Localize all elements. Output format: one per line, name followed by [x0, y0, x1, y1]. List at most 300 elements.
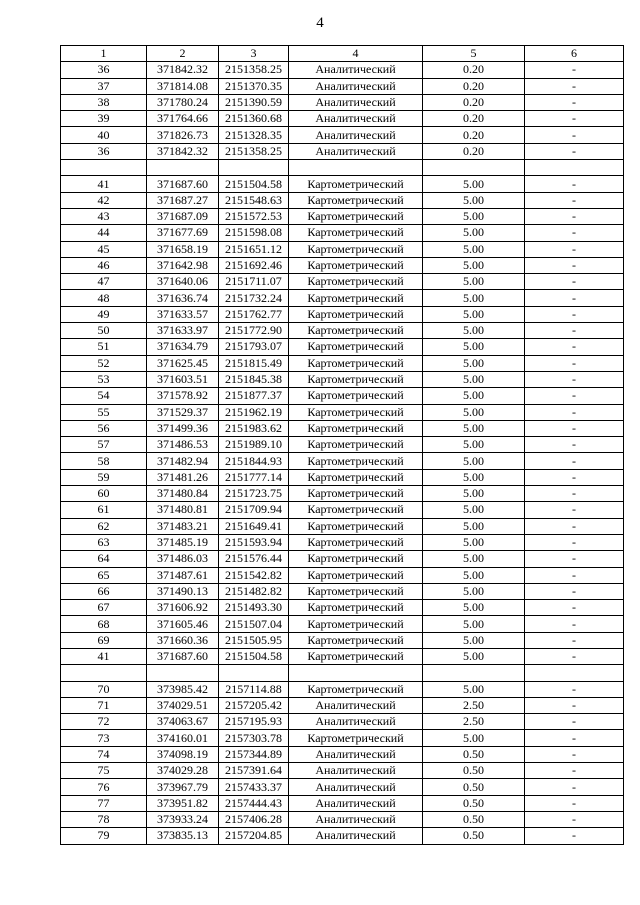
table-row [61, 437, 624, 453]
description-cell: - [525, 371, 624, 387]
x-coordinate-cell: 371687.60 [147, 176, 219, 192]
point-number-cell: 58 [61, 453, 147, 469]
point-number-cell: 77 [61, 795, 147, 811]
header-row [61, 46, 624, 62]
y-coordinate-cell: 2151962.19 [219, 404, 289, 420]
method-cell: Картометрический [289, 404, 423, 420]
x-coordinate-cell: 374098.19 [147, 746, 219, 762]
table-row [61, 127, 624, 143]
y-coordinate-cell [219, 665, 289, 681]
accuracy-cell: 5.00 [423, 323, 525, 339]
accuracy-cell: 5.00 [423, 225, 525, 241]
method-cell: Аналитический [289, 828, 423, 844]
table-row [61, 469, 624, 485]
point-number-cell: 49 [61, 306, 147, 322]
method-cell: Картометрический [289, 274, 423, 290]
accuracy-cell: 5.00 [423, 274, 525, 290]
point-number-cell: 68 [61, 616, 147, 632]
point-number-cell: 70 [61, 681, 147, 697]
method-cell: Картометрический [289, 208, 423, 224]
accuracy-cell: 0.20 [423, 78, 525, 94]
point-number-cell: 71 [61, 697, 147, 713]
accuracy-cell: 5.00 [423, 192, 525, 208]
x-coordinate-cell: 371642.98 [147, 257, 219, 273]
point-number-cell: 66 [61, 583, 147, 599]
table-row [61, 306, 624, 322]
x-coordinate-cell: 371677.69 [147, 225, 219, 241]
point-number-cell: 47 [61, 274, 147, 290]
method-cell: Аналитический [289, 763, 423, 779]
page-number: 4 [316, 15, 324, 31]
method-cell: Картометрический [289, 225, 423, 241]
method-cell: Картометрический [289, 502, 423, 518]
accuracy-cell: 5.00 [423, 388, 525, 404]
accuracy-cell: 0.20 [423, 62, 525, 78]
accuracy-cell: 5.00 [423, 486, 525, 502]
table-row [61, 290, 624, 306]
point-number-cell: 67 [61, 600, 147, 616]
x-coordinate-cell: 371625.45 [147, 355, 219, 371]
description-cell: - [525, 306, 624, 322]
x-coordinate-cell: 371842.32 [147, 62, 219, 78]
point-number-cell: 42 [61, 192, 147, 208]
x-coordinate-cell: 371483.21 [147, 518, 219, 534]
description-cell: - [525, 828, 624, 844]
y-coordinate-cell: 2151390.59 [219, 94, 289, 110]
accuracy-cell: 5.00 [423, 730, 525, 746]
x-coordinate-cell: 373933.24 [147, 811, 219, 827]
accuracy-cell: 0.50 [423, 828, 525, 844]
table-row [61, 241, 624, 257]
accuracy-cell: 5.00 [423, 616, 525, 632]
accuracy-cell: 0.50 [423, 763, 525, 779]
accuracy-cell: 5.00 [423, 518, 525, 534]
table-row [61, 795, 624, 811]
accuracy-cell: 0.50 [423, 779, 525, 795]
description-cell: - [525, 697, 624, 713]
method-cell [289, 160, 423, 176]
x-coordinate-cell: 371687.09 [147, 208, 219, 224]
point-number-cell: 43 [61, 208, 147, 224]
point-number-cell: 41 [61, 176, 147, 192]
x-coordinate-cell: 374029.51 [147, 697, 219, 713]
table-row [61, 420, 624, 436]
method-cell: Картометрический [289, 371, 423, 387]
y-coordinate-cell: 2151505.95 [219, 632, 289, 648]
description-cell: - [525, 339, 624, 355]
point-number-cell: 38 [61, 94, 147, 110]
description-cell: - [525, 795, 624, 811]
x-coordinate-cell: 374160.01 [147, 730, 219, 746]
method-cell: Аналитический [289, 746, 423, 762]
method-cell: Картометрический [289, 600, 423, 616]
accuracy-cell: 5.00 [423, 355, 525, 371]
accuracy-cell: 5.00 [423, 339, 525, 355]
method-cell: Картометрический [289, 323, 423, 339]
method-cell: Картометрический [289, 730, 423, 746]
description-cell: - [525, 632, 624, 648]
x-coordinate-cell: 373985.42 [147, 681, 219, 697]
accuracy-cell: 5.00 [423, 600, 525, 616]
y-coordinate-cell: 2151576.44 [219, 551, 289, 567]
x-coordinate-cell: 371842.32 [147, 143, 219, 159]
x-coordinate-cell: 371486.03 [147, 551, 219, 567]
accuracy-cell: 2.50 [423, 714, 525, 730]
method-cell: Аналитический [289, 811, 423, 827]
table-row [61, 518, 624, 534]
description-cell: - [525, 94, 624, 110]
description-cell: - [525, 648, 624, 664]
method-cell: Аналитический [289, 94, 423, 110]
x-coordinate-cell: 371499.36 [147, 420, 219, 436]
accuracy-cell [423, 160, 525, 176]
method-cell: Картометрический [289, 648, 423, 664]
table-row [61, 551, 624, 567]
table-row [61, 355, 624, 371]
table-row [61, 111, 624, 127]
description-cell: - [525, 176, 624, 192]
accuracy-cell: 5.00 [423, 534, 525, 550]
description-cell: - [525, 274, 624, 290]
table-row [61, 779, 624, 795]
description-cell: - [525, 208, 624, 224]
accuracy-cell: 5.00 [423, 632, 525, 648]
method-cell: Картометрический [289, 616, 423, 632]
point-number-cell: 48 [61, 290, 147, 306]
x-coordinate-cell: 371633.57 [147, 306, 219, 322]
x-coordinate-cell: 371764.66 [147, 111, 219, 127]
method-cell: Аналитический [289, 714, 423, 730]
y-coordinate-cell: 2151772.90 [219, 323, 289, 339]
y-coordinate-cell: 2151777.14 [219, 469, 289, 485]
point-number-cell: 62 [61, 518, 147, 534]
column-header-4: 4 [289, 46, 423, 62]
y-coordinate-cell: 2157344.89 [219, 746, 289, 762]
y-coordinate-cell: 2151709.94 [219, 502, 289, 518]
method-cell: Картометрический [289, 534, 423, 550]
column-header-1: 1 [61, 46, 147, 62]
x-coordinate-cell: 371482.94 [147, 453, 219, 469]
y-coordinate-cell: 2151504.58 [219, 176, 289, 192]
description-cell: - [525, 257, 624, 273]
table-row [61, 225, 624, 241]
x-coordinate-cell: 371490.13 [147, 583, 219, 599]
y-coordinate-cell: 2151360.68 [219, 111, 289, 127]
point-number-cell: 63 [61, 534, 147, 550]
description-cell: - [525, 388, 624, 404]
method-cell: Картометрический [289, 486, 423, 502]
description-cell: - [525, 746, 624, 762]
point-number-cell: 54 [61, 388, 147, 404]
method-cell: Картометрический [289, 518, 423, 534]
table-row [61, 94, 624, 110]
x-coordinate-cell: 371814.08 [147, 78, 219, 94]
description-cell [525, 160, 624, 176]
accuracy-cell: 5.00 [423, 681, 525, 697]
y-coordinate-cell: 2151723.75 [219, 486, 289, 502]
accuracy-cell [423, 665, 525, 681]
table-row [61, 583, 624, 599]
y-coordinate-cell: 2151692.46 [219, 257, 289, 273]
point-number-cell: 41 [61, 648, 147, 664]
x-coordinate-cell: 371780.24 [147, 94, 219, 110]
y-coordinate-cell: 2157114.88 [219, 681, 289, 697]
table-row [61, 388, 624, 404]
x-coordinate-cell: 371487.61 [147, 567, 219, 583]
description-cell: - [525, 583, 624, 599]
y-coordinate-cell: 2151732.24 [219, 290, 289, 306]
method-cell: Аналитический [289, 111, 423, 127]
table-row [61, 648, 624, 664]
x-coordinate-cell: 371634.79 [147, 339, 219, 355]
accuracy-cell: 5.00 [423, 502, 525, 518]
table-row [61, 143, 624, 159]
point-number-cell: 75 [61, 763, 147, 779]
table-row [61, 404, 624, 420]
accuracy-cell: 0.20 [423, 94, 525, 110]
accuracy-cell: 5.00 [423, 176, 525, 192]
point-number-cell: 53 [61, 371, 147, 387]
y-coordinate-cell: 2151983.62 [219, 420, 289, 436]
method-cell: Картометрический [289, 355, 423, 371]
method-cell: Аналитический [289, 697, 423, 713]
table-row [61, 486, 624, 502]
table-row [61, 192, 624, 208]
description-cell: - [525, 763, 624, 779]
table-row [61, 339, 624, 355]
method-cell: Картометрический [289, 290, 423, 306]
description-cell: - [525, 323, 624, 339]
point-number-cell [61, 160, 147, 176]
accuracy-cell: 5.00 [423, 371, 525, 387]
method-cell: Аналитический [289, 795, 423, 811]
spacer-row [61, 160, 624, 176]
point-number-cell: 39 [61, 111, 147, 127]
description-cell: - [525, 290, 624, 306]
description-cell: - [525, 420, 624, 436]
accuracy-cell: 5.00 [423, 551, 525, 567]
point-number-cell: 79 [61, 828, 147, 844]
point-number-cell: 45 [61, 241, 147, 257]
y-coordinate-cell: 2157195.93 [219, 714, 289, 730]
table-row [61, 616, 624, 632]
table-row [61, 176, 624, 192]
accuracy-cell: 5.00 [423, 469, 525, 485]
description-cell: - [525, 355, 624, 371]
x-coordinate-cell: 371633.97 [147, 323, 219, 339]
y-coordinate-cell: 2151507.04 [219, 616, 289, 632]
x-coordinate-cell: 371578.92 [147, 388, 219, 404]
description-cell: - [525, 502, 624, 518]
x-coordinate-cell [147, 160, 219, 176]
spacer-row [61, 665, 624, 681]
point-number-cell: 40 [61, 127, 147, 143]
description-cell: - [525, 404, 624, 420]
y-coordinate-cell: 2151548.63 [219, 192, 289, 208]
y-coordinate-cell: 2151572.53 [219, 208, 289, 224]
method-cell: Картометрический [289, 583, 423, 599]
table-row [61, 208, 624, 224]
method-cell: Картометрический [289, 551, 423, 567]
x-coordinate-cell: 371529.37 [147, 404, 219, 420]
x-coordinate-cell: 373951.82 [147, 795, 219, 811]
method-cell: Аналитический [289, 62, 423, 78]
point-number-cell: 73 [61, 730, 147, 746]
method-cell: Картометрический [289, 681, 423, 697]
table-body [61, 46, 624, 845]
column-header-6: 6 [525, 46, 624, 62]
description-cell: - [525, 241, 624, 257]
method-cell: Картометрический [289, 388, 423, 404]
x-coordinate-cell: 374029.28 [147, 763, 219, 779]
x-coordinate-cell: 373835.13 [147, 828, 219, 844]
y-coordinate-cell: 2151793.07 [219, 339, 289, 355]
description-cell: - [525, 567, 624, 583]
table-row [61, 78, 624, 94]
description-cell: - [525, 437, 624, 453]
method-cell: Картометрический [289, 241, 423, 257]
table-row [61, 714, 624, 730]
point-number-cell: 64 [61, 551, 147, 567]
description-cell: - [525, 779, 624, 795]
point-number-cell: 69 [61, 632, 147, 648]
description-cell: - [525, 143, 624, 159]
method-cell: Картометрический [289, 306, 423, 322]
x-coordinate-cell: 371658.19 [147, 241, 219, 257]
y-coordinate-cell: 2151482.82 [219, 583, 289, 599]
description-cell: - [525, 192, 624, 208]
x-coordinate-cell: 374063.67 [147, 714, 219, 730]
accuracy-cell: 5.00 [423, 583, 525, 599]
method-cell: Аналитический [289, 127, 423, 143]
point-number-cell: 78 [61, 811, 147, 827]
x-coordinate-cell: 371687.60 [147, 648, 219, 664]
point-number-cell: 55 [61, 404, 147, 420]
x-coordinate-cell: 371603.51 [147, 371, 219, 387]
point-number-cell: 59 [61, 469, 147, 485]
method-cell: Картометрический [289, 420, 423, 436]
x-coordinate-cell: 371660.36 [147, 632, 219, 648]
description-cell: - [525, 127, 624, 143]
description-cell: - [525, 730, 624, 746]
x-coordinate-cell: 371826.73 [147, 127, 219, 143]
description-cell: - [525, 111, 624, 127]
x-coordinate-cell: 371640.06 [147, 274, 219, 290]
method-cell: Картометрический [289, 437, 423, 453]
description-cell: - [525, 534, 624, 550]
point-number-cell: 51 [61, 339, 147, 355]
method-cell: Картометрический [289, 192, 423, 208]
column-header-2: 2 [147, 46, 219, 62]
y-coordinate-cell: 2157433.37 [219, 779, 289, 795]
description-cell: - [525, 469, 624, 485]
table-row [61, 730, 624, 746]
description-cell: - [525, 551, 624, 567]
accuracy-cell: 5.00 [423, 257, 525, 273]
description-cell: - [525, 78, 624, 94]
y-coordinate-cell: 2151651.12 [219, 241, 289, 257]
accuracy-cell: 5.00 [423, 453, 525, 469]
y-coordinate-cell: 2151845.38 [219, 371, 289, 387]
y-coordinate-cell: 2151815.49 [219, 355, 289, 371]
x-coordinate-cell: 371636.74 [147, 290, 219, 306]
table-row [61, 600, 624, 616]
accuracy-cell: 5.00 [423, 420, 525, 436]
y-coordinate-cell [219, 160, 289, 176]
method-cell: Аналитический [289, 143, 423, 159]
table-row [61, 681, 624, 697]
point-number-cell: 44 [61, 225, 147, 241]
y-coordinate-cell: 2151762.77 [219, 306, 289, 322]
accuracy-cell: 0.50 [423, 795, 525, 811]
accuracy-cell: 0.50 [423, 811, 525, 827]
y-coordinate-cell: 2151877.37 [219, 388, 289, 404]
accuracy-cell: 0.20 [423, 111, 525, 127]
table-row [61, 534, 624, 550]
description-cell: - [525, 453, 624, 469]
method-cell [289, 665, 423, 681]
point-number-cell: 52 [61, 355, 147, 371]
x-coordinate-cell: 371480.84 [147, 486, 219, 502]
table-row [61, 274, 624, 290]
x-coordinate-cell: 371486.53 [147, 437, 219, 453]
description-cell: - [525, 681, 624, 697]
point-number-cell: 37 [61, 78, 147, 94]
description-cell: - [525, 616, 624, 632]
y-coordinate-cell: 2151649.41 [219, 518, 289, 534]
accuracy-cell: 5.00 [423, 290, 525, 306]
point-number-cell: 36 [61, 62, 147, 78]
y-coordinate-cell: 2157303.78 [219, 730, 289, 746]
y-coordinate-cell: 2151989.10 [219, 437, 289, 453]
table-row [61, 632, 624, 648]
y-coordinate-cell: 2157406.28 [219, 811, 289, 827]
table-row [61, 502, 624, 518]
description-cell: - [525, 600, 624, 616]
table-row [61, 257, 624, 273]
table-row [61, 453, 624, 469]
y-coordinate-cell: 2157391.64 [219, 763, 289, 779]
x-coordinate-cell [147, 665, 219, 681]
method-cell: Картометрический [289, 453, 423, 469]
accuracy-cell: 2.50 [423, 697, 525, 713]
method-cell: Картометрический [289, 469, 423, 485]
column-header-3: 3 [219, 46, 289, 62]
x-coordinate-cell: 371480.81 [147, 502, 219, 518]
x-coordinate-cell: 371687.27 [147, 192, 219, 208]
y-coordinate-cell: 2151370.35 [219, 78, 289, 94]
method-cell: Картометрический [289, 632, 423, 648]
method-cell: Картометрический [289, 257, 423, 273]
point-number-cell: 74 [61, 746, 147, 762]
description-cell: - [525, 714, 624, 730]
y-coordinate-cell: 2151844.93 [219, 453, 289, 469]
y-coordinate-cell: 2157205.42 [219, 697, 289, 713]
y-coordinate-cell: 2151542.82 [219, 567, 289, 583]
point-number-cell: 57 [61, 437, 147, 453]
y-coordinate-cell: 2157444.43 [219, 795, 289, 811]
coordinates-table [60, 45, 624, 845]
y-coordinate-cell: 2151593.94 [219, 534, 289, 550]
table-row [61, 323, 624, 339]
description-cell: - [525, 225, 624, 241]
accuracy-cell: 5.00 [423, 567, 525, 583]
description-cell [525, 665, 624, 681]
x-coordinate-cell: 371605.46 [147, 616, 219, 632]
table-row [61, 62, 624, 78]
y-coordinate-cell: 2151711.07 [219, 274, 289, 290]
y-coordinate-cell: 2151358.25 [219, 143, 289, 159]
